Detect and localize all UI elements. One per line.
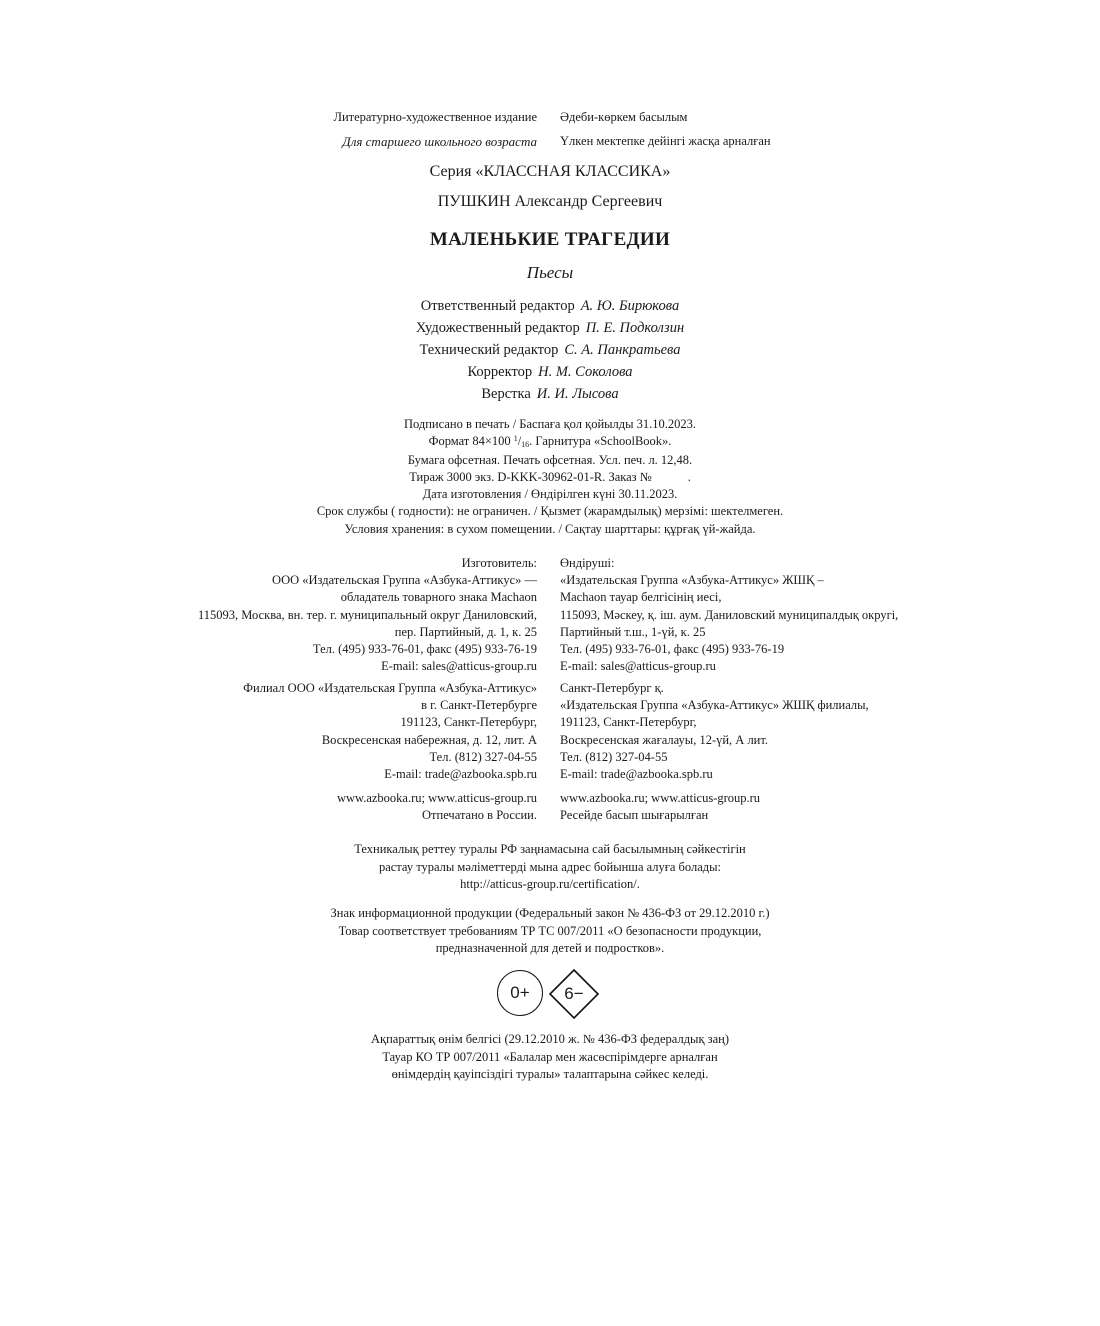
paper-line: Бумага офсетная. Печать офсетная. Усл. печ. л. 12,48.: [407, 452, 693, 467]
staff-role: Ответственный редактор: [420, 298, 575, 314]
manufacturer-ru-line: ООО «Издательская Группа «Азбука-Аттикус» —: [272, 573, 537, 588]
staff-role: Технический редактор: [419, 342, 559, 358]
print-info: [0, 416, 1100, 538]
manufacturer-kz-email: E-mail: sales@atticus-group.ru: [560, 659, 716, 674]
staff-row: [0, 298, 1100, 315]
manufacturer-ru-line: 115093, Москва, вн. тер. г. муниципальный округ Даниловский,: [197, 607, 537, 622]
age-rating-diamond-badge: [548, 968, 600, 1020]
web-ru: [337, 790, 537, 824]
edition-type-row: [0, 110, 1100, 130]
printed-in-ru: Отпечатано в России.: [422, 808, 537, 823]
staff-role: Корректор: [467, 364, 533, 380]
staff-row: [0, 320, 1100, 337]
info-mark-kz-line: өнімдердің қауіпсіздігі туралы» талаптарына сәйкес келеді.: [391, 1067, 709, 1081]
branch-ru-email: E-mail: trade@azbooka.spb.ru: [384, 767, 537, 782]
manufacturer-ru-line: Тел. (495) 933-76-01, факс (495) 933-76-19: [312, 642, 537, 657]
branch-ru-line: Тел. (812) 327-04-55: [429, 749, 537, 764]
manufacture-date-line: Дата изготовления / Өндірілген күні 30.11.2023.: [422, 487, 678, 502]
circulation-line: [0, 469, 1100, 486]
staff-name: Н. М. Соколова: [538, 364, 633, 380]
branch-kz: [560, 680, 869, 783]
manufacturer-ru-line: обладатель товарного знака Machaon: [340, 590, 537, 605]
shelf-life-line: Срок службы ( годности): не ограничен. / Қызмет (жарамдылық) мерзімі: шектелмеген.: [316, 504, 784, 519]
format-suffix: . Гарнитура «SchoolBook».: [529, 434, 672, 449]
branch-kz-line: Тел. (812) 327-04-55: [560, 749, 668, 764]
branch-ru-line: Воскресенская набережная, д. 12, лит. А: [321, 732, 537, 747]
branch-ru-line: 191123, Санкт-Петербург,: [400, 715, 537, 730]
info-mark-kz-line: Ақпараттық өнім белгісі (29.12.2010 ж. № 436-ФЗ федералдық заң): [371, 1032, 729, 1046]
signed-line: Подписано в печать / Баспаға қол қойылды 31.10.2023.: [403, 417, 697, 431]
age-ru: Для старшего школьного возраста: [342, 134, 537, 149]
staff-name: П. Е. Подколзин: [585, 320, 685, 336]
certification-url: http://atticus-group.ru/certification/.: [460, 877, 640, 891]
format-prefix: Формат 84×100: [428, 434, 511, 449]
manufacturer-kz-line: «Издательская Группа «Азбука-Аттикус» ЖШҚ –: [560, 573, 824, 588]
edition-type-ru: Литературно-художественное издание: [333, 110, 537, 124]
age-kz: Үлкен мектепке дейінгі жасқа арналған: [560, 134, 771, 148]
staff-row: [0, 342, 1100, 359]
author-line: ПУШКИН Александр Сергеевич: [437, 193, 663, 210]
age-rating-diamond-text: 6−: [564, 984, 584, 1003]
printed-in-kz: Ресейде басып шығарылған: [560, 808, 709, 823]
manufacturer-kz-line: Партийный т.ш., 1-үй, к. 25: [560, 624, 706, 639]
branch-kz-email: E-mail: trade@azbooka.spb.ru: [560, 767, 713, 782]
age-badges: [0, 968, 1100, 1020]
staff-name: С. А. Панкратьева: [564, 342, 681, 358]
branch-kz-line: 191123, Санкт-Петербург,: [560, 715, 697, 730]
format-line: Формат 84×100 $^1$/16. Гарнитура «SchoolBook».: [428, 434, 672, 450]
circulation-text: Тираж 3000 экз. D-KKK-30962-01-R. Заказ №: [409, 469, 652, 484]
manufacturer-ru: [198, 555, 537, 675]
series-line: Серия «КЛАССНАЯ КЛАССИКА»: [429, 163, 671, 180]
age-row: [0, 134, 1100, 154]
book-subtitle: Пьесы: [526, 263, 574, 282]
circulation-end: .: [687, 469, 691, 484]
format-fraction-num: 1: [513, 434, 518, 444]
staff-name: А. Ю. Бирюкова: [580, 298, 680, 314]
manufacturer-kz-line: Machaon тауар белгісінің иесі,: [560, 590, 722, 605]
age-rating-circle-badge: 0+: [497, 970, 543, 1016]
manufacturer-ru-line: Изготовитель:: [461, 556, 537, 570]
certification-block: [0, 841, 1100, 894]
web-kz-links: www.azbooka.ru; www.atticus-group.ru: [560, 791, 761, 805]
web-kz: [560, 790, 760, 824]
branch-ru-line: Филиал ООО «Издательская Группа «Азбука-Аттикус»: [243, 681, 537, 695]
staff-row: [0, 364, 1100, 381]
branch-kz-line: Санкт-Петербург қ.: [560, 681, 664, 695]
manufacturer-kz: [560, 555, 898, 675]
staff-name: И. И. Лысова: [536, 386, 619, 402]
manufacturer-kz-line: 115093, Мәскеу, қ. іш. аум. Даниловский муниципалдық округі,: [560, 607, 899, 622]
certification-line: растау туралы мәліметтерді мына адрес бойынша алуға болады:: [378, 859, 722, 874]
manufacturer-kz-line: Өндіруші:: [560, 556, 615, 570]
edition-type-kz: Әдеби-көркем басылым: [560, 110, 688, 124]
staff-row: [0, 386, 1100, 403]
info-mark-ru-line: Товар соответствует требованиям ТР ТС 007/2011 «О безопасности продукции,: [338, 923, 762, 938]
branch-ru-line: в г. Санкт-Петербурге: [421, 698, 537, 713]
certification-line: Техникалық реттеу туралы РФ заңнамасына сай басылымның сәйкестігін: [354, 842, 746, 856]
manufacturer-kz-line: Тел. (495) 933-76-01, факс (495) 933-76-19: [560, 642, 785, 657]
format-fraction-den: 16: [521, 440, 530, 450]
branch-kz-line: Воскресенская жағалауы, 12-үй, А лит.: [560, 732, 769, 747]
info-mark-kz-line: Тауар КО ТР 007/2011 «Балалар мен жасөспірімдерге арналған: [382, 1049, 718, 1064]
manufacturer-ru-line: пер. Партийный, д. 1, к. 25: [394, 624, 537, 639]
staff-role: Верстка: [481, 386, 531, 402]
info-mark-ru: [0, 905, 1100, 958]
branch-kz-line: «Издательская Группа «Азбука-Аттикус» ЖШҚ филиалы,: [560, 698, 869, 713]
manufacturer-ru-email: E-mail: sales@atticus-group.ru: [381, 659, 537, 674]
storage-line: Условия хранения: в сухом помещении. / Сақтау шарттары: құрғақ үй-жайда.: [344, 521, 756, 536]
staff-role: Художественный редактор: [415, 320, 580, 336]
branch-ru: [243, 680, 537, 783]
web-ru-links: www.azbooka.ru; www.atticus-group.ru: [336, 791, 537, 805]
info-mark-kz: [0, 1031, 1100, 1084]
info-mark-ru-line: Знак информационной продукции (Федеральный закон № 436-ФЗ от 29.12.2010 г.): [330, 906, 770, 920]
book-title: МАЛЕНЬКИЕ ТРАГЕДИИ: [429, 229, 671, 250]
info-mark-ru-line: предназначенной для детей и подростков».: [435, 941, 665, 955]
